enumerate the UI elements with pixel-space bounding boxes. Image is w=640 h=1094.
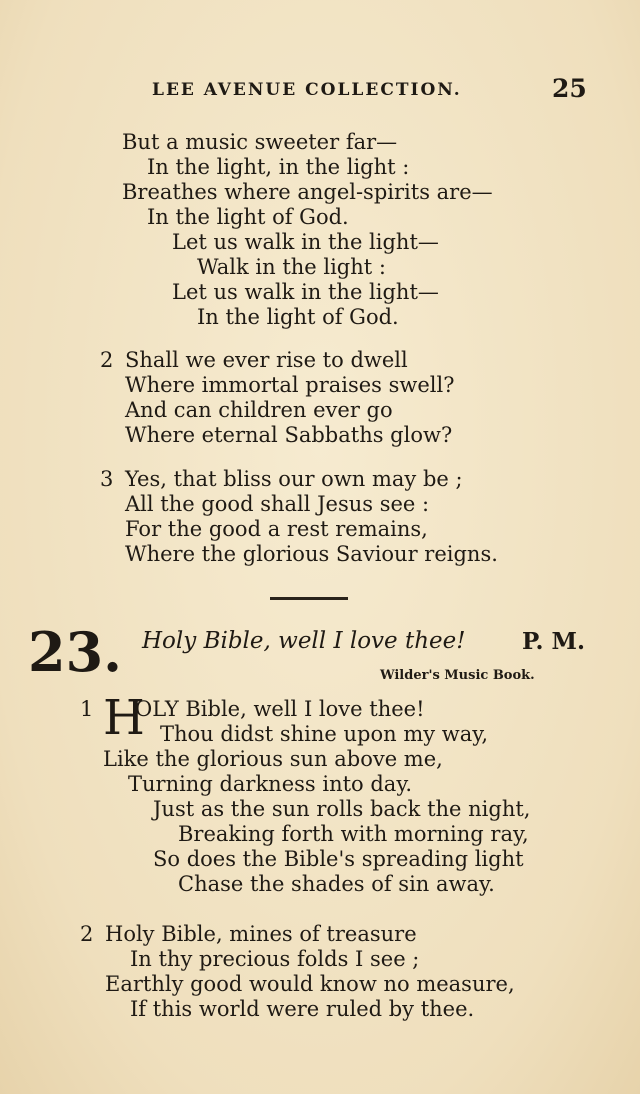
running-header: LEE AVENUE COLLECTION.	[152, 80, 462, 100]
verse-line: Thou didst shine upon my way,	[160, 722, 489, 746]
verse-line: In the light of God.	[147, 205, 349, 229]
hymn-title: Holy Bible, well I love thee!	[142, 628, 466, 654]
verse-line: OLY Bible, well I love thee!	[135, 697, 425, 721]
verse-line: For the good a rest remains,	[125, 517, 428, 541]
hymn-number: 23.	[28, 620, 122, 684]
verse-line: Holy Bible, mines of treasure	[105, 922, 417, 946]
verse-line: Where immortal praises swell?	[125, 373, 455, 397]
verse-line: Shall we ever rise to dwell	[125, 348, 408, 372]
chorus-line: Walk in the light :	[197, 255, 386, 279]
verse-number: 3	[100, 467, 114, 491]
verse-line: And can children ever go	[125, 398, 393, 422]
page-number: 25	[552, 74, 587, 103]
section-divider	[270, 597, 348, 600]
verse-line: All the good shall Jesus see :	[125, 492, 430, 516]
verse-line: Where the glorious Saviour reigns.	[125, 542, 498, 566]
verse-line: Yes, that bliss our own may be ;	[125, 467, 463, 491]
verse-line: But a music sweeter far—	[122, 130, 398, 154]
verse-line: Chase the shades of sin away.	[178, 872, 495, 896]
verse-line: So does the Bible's spreading light	[153, 847, 524, 871]
chorus-line: Let us walk in the light—	[172, 230, 439, 254]
verse-line: Just as the sun rolls back the night,	[153, 797, 531, 821]
drop-cap: H	[103, 690, 145, 746]
verse-number: 2	[80, 922, 94, 946]
verse-line: Turning darkness into day.	[128, 772, 413, 796]
verse-line: Breaking forth with morning ray,	[178, 822, 529, 846]
verse-line: Like the glorious sun above me,	[103, 747, 443, 771]
chorus-line: Let us walk in the light—	[172, 280, 439, 304]
verse-line: Breathes where angel-spirits are—	[122, 180, 493, 204]
verse-line: If this world were ruled by thee.	[130, 997, 475, 1021]
chorus-line: In the light of God.	[197, 305, 399, 329]
hymn-meter: P. M.	[522, 628, 585, 655]
verse-line: Earthly good would know no measure,	[105, 972, 515, 996]
hymn-source: Wilder's Music Book.	[380, 668, 535, 683]
verse-line: In the light, in the light :	[147, 155, 410, 179]
verse-number: 2	[100, 348, 114, 372]
verse-line: In thy precious folds I see ;	[130, 947, 420, 971]
verse-line: Where eternal Sabbaths glow?	[125, 423, 453, 447]
verse-number: 1	[80, 697, 94, 721]
